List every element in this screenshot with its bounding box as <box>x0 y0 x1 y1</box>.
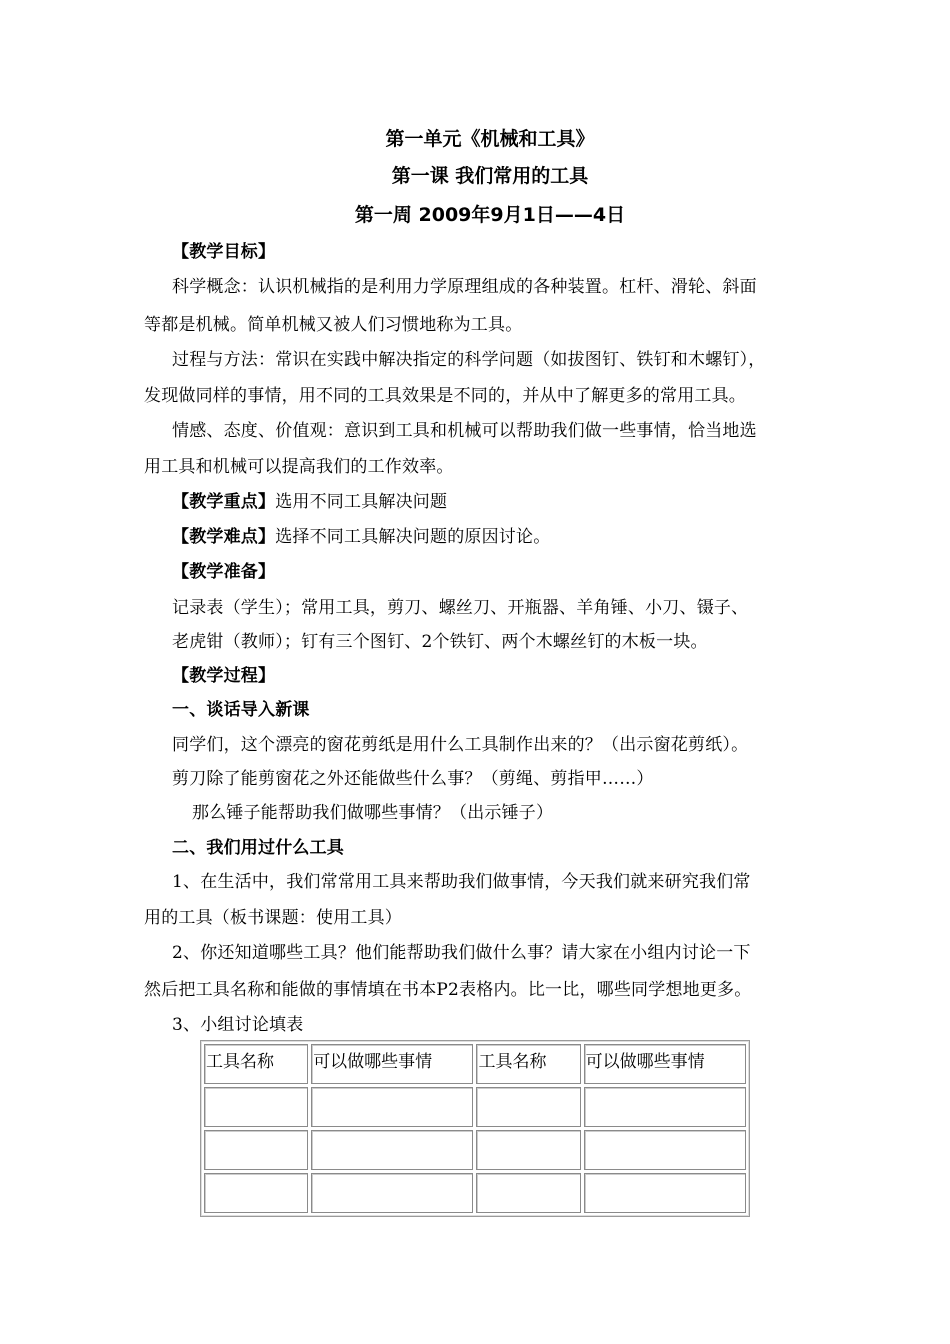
s2-p2-line2: 然后把工具名称和能做的事情填在书本P2表格内。比一比，哪些同学想地更多。 <box>144 980 752 1000</box>
table-header-cell: 可以做哪些事情 <box>311 1044 473 1084</box>
difficulty-text: 选择不同工具解决问题的原因讨论。 <box>275 527 551 547</box>
goal2-line1: 过程与方法：常识在实践中解决指定的科学问题（如拔图钉、铁钉和木螺钉）， <box>172 350 766 370</box>
section2-heading: 二、我们用过什么工具 <box>172 838 344 858</box>
s1-line3: 那么锤子能帮助我们做哪些事情？（出示锤子） <box>192 803 554 823</box>
section1-heading: 一、谈话导入新课 <box>172 700 310 720</box>
process-heading: 【教学过程】 <box>172 666 276 686</box>
lesson-title: 第一课 我们常用的工具 <box>391 165 589 187</box>
key-point <box>172 487 447 512</box>
s1-line1: 同学们，这个漂亮的窗花剪纸是用什么工具制作出来的？（出示窗花剪纸）。 <box>172 735 749 755</box>
table-row <box>204 1130 746 1170</box>
table-cell <box>204 1130 308 1170</box>
table-row <box>204 1173 746 1213</box>
goal3-line2: 用工具和机械可以提高我们的工作效率。 <box>144 457 454 477</box>
table-cell <box>311 1130 473 1170</box>
table-header-cell: 工具名称 <box>204 1044 308 1084</box>
goal2-line2: 发现做同样的事情，用不同的工具效果是不同的，并从中了解更多的常用工具。 <box>144 386 746 406</box>
unit-title: 第一单元《机械和工具》 <box>385 128 595 150</box>
table-cell <box>476 1087 580 1127</box>
table-cell <box>476 1173 580 1213</box>
table-header-row <box>204 1044 746 1084</box>
goals-heading: 【教学目标】 <box>172 242 276 262</box>
table-header-cell: 工具名称 <box>476 1044 580 1084</box>
table-row <box>204 1087 746 1127</box>
s2-p1-line1: 1、在生活中，我们常常用工具来帮助我们做事情，今天我们就来研究我们常 <box>172 872 751 892</box>
s1-line2: 剪刀除了能剪窗花之外还能做些什么事？（剪绳、剪指甲……） <box>172 769 654 789</box>
key-heading: 【教学重点】 <box>172 492 276 512</box>
key-text: 选用不同工具解决问题 <box>275 492 448 512</box>
table-cell <box>204 1173 308 1213</box>
s2-p3: 3、小组讨论填表 <box>172 1015 304 1035</box>
week-title: 第一周 2009年9月1日——4日 <box>354 204 626 226</box>
table-cell <box>311 1173 473 1213</box>
s2-p2-line1: 2、你还知道哪些工具？他们能帮助我们做什么事？请大家在小组内讨论一下 <box>172 943 751 963</box>
goal1-line2: 等都是机械。简单机械又被人们习惯地称为工具。 <box>144 315 523 335</box>
goal3-line1: 情感、态度、价值观：意识到工具和机械可以帮助我们做一些事情，恰当地选 <box>172 421 757 441</box>
prep-line1: 记录表（学生）；常用工具，剪刀、螺丝刀、开瓶器、羊角锤、小刀、镊子、 <box>172 598 749 618</box>
record-table <box>200 1040 750 1217</box>
prep-line2: 老虎钳（教师）；钉有三个图钉、2个铁钉、两个木螺丝钉的木板一块。 <box>172 632 708 652</box>
table-cell <box>584 1087 746 1127</box>
table-cell <box>584 1130 746 1170</box>
table-header-cell: 可以做哪些事情 <box>584 1044 746 1084</box>
s2-p1-line2: 用的工具（板书课题：使用工具） <box>144 908 402 928</box>
table-cell <box>311 1087 473 1127</box>
difficulty-point <box>172 522 550 547</box>
table-cell <box>584 1173 746 1213</box>
table-cell <box>204 1087 308 1127</box>
difficulty-heading: 【教学难点】 <box>172 527 276 547</box>
table-cell <box>476 1130 580 1170</box>
prep-heading: 【教学准备】 <box>172 562 276 582</box>
goal1-line1: 科学概念：认识机械指的是利用力学原理组成的各种装置。杠杆、滑轮、斜面 <box>172 277 757 297</box>
